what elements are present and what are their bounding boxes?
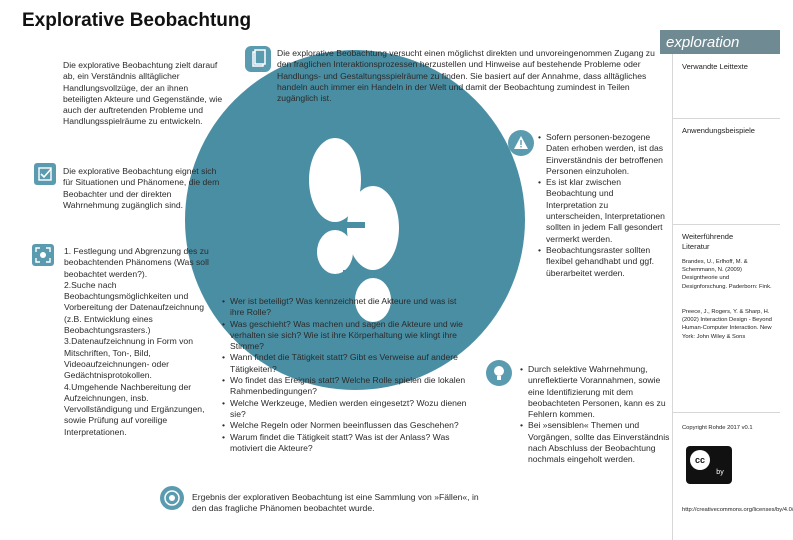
sidebar-separator (672, 118, 780, 119)
warning-item: • Es ist klar zwischen Beobachtung und Interpretation zu unterscheiden, Interpretationen sollten in jedem Fall gesondert vermerkt werden. (538, 177, 666, 245)
question-item: • Welche Regeln oder Normen beeinflussen das Geschehen? (222, 420, 472, 431)
question-item: • Warum findet die Tätigkeit statt? Was ist der Anlass? Was motiviert die Akteure? (222, 432, 472, 455)
warnings-list (538, 132, 666, 279)
brand-label: exploration (660, 30, 780, 54)
target-icon (160, 486, 184, 510)
step-item: 4.Umgehende Nachbereitung der Aufzeichnungen, insb. Vervollständigung und Ergänzungen, sowie Prüfung auf voreilige Interpretationen. (64, 381, 205, 437)
tips-list (520, 364, 670, 466)
warning-item: • Sofern personen-bezogene Daten erhoben werden, ist das Einverständnis der betroffenen Personen einzuholen. (538, 132, 666, 177)
question-item: • Wo findet das Ereignis statt? Welche Rolle spielen die lokalen Rahmenbedingungen? (222, 375, 472, 398)
question-item: • Welche Werkzeuge, Medien werden eingesetzt? Wozu dienen sie? (222, 398, 472, 421)
reference-item: Brandes, U., Erlhoff, M. & Schemmann, N. (2009) Designtheorie und Designforschung. Paderborn: Fink. (682, 259, 772, 290)
step-item: 3.Datenaufzeichnung in Form von Mitschriften, Ton-, Bild, Videoaufzeichnungen- oder Gedächtnisprotokollen. (64, 336, 193, 381)
further-heading: Weiterführende Literatur (682, 232, 734, 251)
result-text: Ergebnis der explorativen Beobachtung ist eine Sammlung von »Fällen«, in den das fragliche Phänomen beobachtet wurde. (192, 492, 479, 514)
copyright-text: Copyright Rohde 2017 v0.1 (682, 425, 753, 431)
by-icon: by (716, 469, 724, 476)
questions-list (222, 296, 472, 454)
sidebar-separator (672, 412, 780, 413)
steps-icon (32, 244, 54, 266)
question-item: • Was geschieht? Was machen und sagen die Akteure und wie verhalten sie sich? Wie ist ihre Körperhaltung wie klingt ihre Stimme? (222, 319, 472, 353)
reference-item: Preece, J., Rogers, Y. & Sharp, H. (2002) Interaction Design - Beyond Human-Computer Interaction. New York: John Wiley & Sons (682, 309, 772, 340)
question-item: • Wann findet die Tätigkeit statt? Gibt es Verweise auf andere Tätigkeiten? (222, 352, 472, 375)
cc-icon: cc (690, 450, 710, 470)
step-item: 1. Festlegung und Abgrenzung des zu beobachtenden Phänomens (Was soll beobachtet werden?). (64, 246, 209, 279)
lightbulb-icon (486, 360, 512, 386)
application-link[interactable]: Anwendungsbeispiele (682, 126, 755, 135)
warning-item: • Beobachtungsraster sollten flexibel gehandhabt und ggf. überarbeitet werden. (538, 245, 666, 279)
document-icon (245, 46, 271, 72)
warning-icon (508, 130, 534, 156)
intro-text: Die explorative Beobachtung zielt darauf ab, ein Verständnis alltäglicher Handlungsvollzüge, der an ihnen beteiligten Akteure und Gegenstände, wie auch der auftretenden Probleme und Handlungsspielräume zu entwickeln. (63, 60, 223, 127)
tip-item: • Durch selektive Wahrnehmung, unreflektierte Vorannahmen, sowie eine Identifizierung mit dem beobachteten Personen, kann es zu Fehlern kommen. (520, 364, 670, 420)
sidebar-separator (672, 224, 780, 225)
sidebar-divider (672, 40, 673, 540)
question-item: • Wer ist beteiligt? Was kennzeichnet die Akteure und was ist ihre Rolle? (222, 296, 472, 319)
checklist-icon (34, 163, 56, 185)
page-title: Explorative Beobachtung (22, 10, 252, 31)
step-item: 2.Suche nach Beobachtungsmöglichkeiten und Vorbereitung der Datenaufzeichnung (z.B. Entwicklung eines Beobachtungsrasters.) (64, 279, 204, 336)
description-text: Die explorative Beobachtung versucht einen möglichst direkten und unvoreingenommen Zugang zu den fraglichen Interaktionsprozessen herzustellen und Hinweise auf bestehende Probleme oder Handlungs- und Gestaltungsspielräume zu finden. Sie basiert auf der Annahme, dass alltägliches handeln auch immer ein Handeln in der Welt und damit der Beobachtung zumindest in Teilen zugänglich ist. (277, 48, 655, 104)
tip-item: • Bei »sensiblen« Themen und Vorgängen, sollte das Einverständnis nach Abschluss der Beobachtung nochmals eingeholt werden. (520, 420, 670, 465)
steps-list (60, 246, 210, 438)
suitability-text: Die explorative Beobachtung eignet sich für Situationen und Phänomene, die dem Beobachter und der direkten Wahrnehmung zugänglich sind. (63, 166, 220, 210)
related-link[interactable]: Verwandte Leittexte (682, 62, 748, 71)
license-badge (686, 446, 732, 484)
license-link[interactable]: http://creativecommons.org/licenses/by/4.0/ (682, 507, 793, 513)
